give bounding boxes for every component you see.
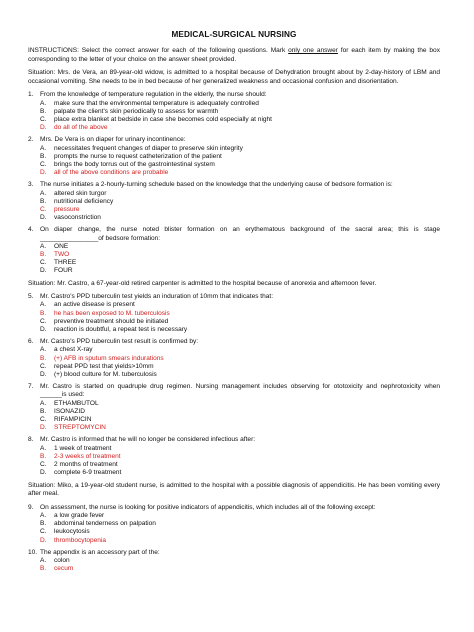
answer-choice-marked [40,453,440,461]
question-stem [28,136,440,144]
situation-paragraph: Situation: Miko, a 19-year-old student nurse, is admitted to the hospital with a possible diagnosis of appendicitis. He has been vomiting every after meal. [28,481,440,498]
choice-letter: D. [40,267,47,275]
instructions-prefix: INSTRUCTIONS: Select the correct answer for each of the following questions. Mark [28,47,289,54]
choice-text: (+) blood culture for M. tuberculosis [54,371,157,379]
question-text: The nurse initiates a 2-hourly-turning schedule based on the knowledge that the underlying cause of bedsore formation is: [40,181,393,189]
choice-letter: A. [40,144,47,152]
question-stem [28,293,440,301]
answer-choice-marked [40,251,440,259]
answer-choice-marked [40,537,440,545]
choice-text: STREPTOMYCIN [54,424,106,432]
choice-text: ETHAMBUTOL [54,399,99,407]
question-item [28,338,440,379]
question-text: On assessment, the nurse is looking for positive indicators of appendicitis, which includes all of the following except: [40,503,376,511]
choice-letter: D. [40,169,47,177]
choice-text: THREE [54,259,77,267]
choice-text: prompts the nurse to request catheterization of the patient [54,152,222,160]
question-item [28,181,440,222]
choice-letter: C. [40,115,47,123]
question-text: Mrs. De Vera is on diaper for urinary incontinence: [40,136,186,144]
question-item [28,136,440,177]
answer-choice [40,400,440,408]
question-item [28,226,440,275]
question-stem [28,181,440,189]
answer-choice [40,301,440,309]
answer-choice [40,363,440,371]
answer-choice [40,408,440,416]
choice-text: thrombocytopenia [54,536,107,544]
choice-letter: A. [40,189,47,197]
answer-choice [40,469,440,477]
question-stem [28,338,440,346]
choice-list [40,190,440,223]
answer-choice-marked [40,310,440,318]
choice-letter: D. [40,424,47,432]
answer-choice [40,528,440,536]
question-number: 4. [28,226,34,234]
choice-letter: A. [40,511,47,519]
choice-letter: C. [40,206,47,214]
choice-list [40,512,440,545]
choice-letter: A. [40,444,47,452]
choice-text: palpate the client's skin periodically to assess for warmth [54,107,219,115]
choice-letter: B. [40,152,47,160]
choice-letter: B. [40,565,47,573]
choice-text: altered skin turgor [54,189,107,197]
answer-choice [40,326,440,334]
choice-text: colon [54,556,70,564]
question-text: On diaper change, the nurse noted blister formation on an erythematous background of the sacral area; this is stage ________________of bedsore formation: [40,226,440,242]
choice-letter: A. [40,346,47,354]
choice-text: place extra blanket at bedside in case she becomes cold especially at night [54,115,272,123]
answer-choice [40,267,440,275]
answer-choice-marked [40,355,440,363]
choice-letter: D. [40,214,47,222]
situation-paragraph: Situation: Mrs. de Vera, an 89-year-old widow, is admitted to a hospital because of Dehydration brought about by 2-day-history of LBM and occasional vomiting. She needs to be in bed because of her generalized weakness and occasional confusion and disorientation. [28,69,440,85]
question-stem [28,504,440,512]
question-item [28,383,440,432]
choice-letter: A. [40,99,47,107]
question-number: 10. [28,548,38,556]
question-stem [28,549,440,557]
answer-choice [40,461,440,469]
question-text: Mr. Castro's PPD tuberculin test result is confirmed by: [40,338,199,346]
choice-text: all of the above conditions are probable [54,169,169,177]
choice-text: ISONAZID [54,407,85,415]
choice-letter: C. [40,461,47,469]
answer-choice [40,371,440,379]
choice-list [40,100,440,133]
question-stem [28,436,440,444]
choice-letter: D. [40,536,47,544]
choice-letter: A. [40,399,47,407]
choice-text: 2 months of treatment [54,461,118,469]
answer-choice [40,520,440,528]
choice-text: 1 week of treatment [54,444,112,452]
answer-choice-marked [40,124,440,132]
choice-text: (+) AFB in sputum smears indurations [54,354,164,362]
choice-text: repeat PPD test that yields>10mm [54,362,154,370]
answer-choice-marked [40,169,440,177]
instructions [28,47,440,64]
question-text: Mr. Castro's PPD tuberculin test yields an induration of 10mm that indicates that: [40,293,274,301]
question-item [28,91,440,132]
question-number: 5. [28,293,34,301]
choice-text: FOUR [54,267,73,275]
answer-choice [40,445,440,453]
answer-choice [40,153,440,161]
instructions-suffix: for each item by making the box corresponding to the letter of your choice on the answer sheet provided. [28,47,440,63]
choice-text: 2-3 weeks of treatment [54,452,121,460]
choice-letter: C. [40,416,47,424]
choice-letter: B. [40,520,47,528]
choice-text: brings the body torrus out of the gastrointestinal system [54,161,215,168]
question-item [28,504,440,545]
choice-list [40,400,440,433]
choice-text: leukocytosis [54,528,90,536]
question-item [28,549,440,574]
choice-text: nutritional deficiency [54,197,114,205]
answer-choice [40,318,440,326]
answer-choice-marked [40,206,440,214]
question-stem [28,226,440,242]
choice-letter: B. [40,251,47,259]
answer-choice-marked [40,424,440,432]
answer-choice [40,145,440,153]
question-number: 3. [28,181,34,189]
question-number: 7. [28,383,34,391]
choice-text: RIFAMPICIN [54,416,92,424]
choice-letter: C. [40,362,47,370]
answer-choice [40,100,440,108]
choice-letter: D. [40,469,47,477]
choice-letter: D. [40,326,47,334]
question-number: 8. [28,436,34,444]
choice-letter: C. [40,161,47,168]
choice-text: complete 6-9 treatment [54,469,122,477]
choice-text: a chest X-ray [54,346,93,354]
answer-choice [40,557,440,565]
choice-list [40,557,440,573]
choice-letter: B. [40,197,47,205]
choice-text: make sure that the environmental temperature is adequately controlled [54,99,259,107]
question-text: Mr. Castro is informed that he will no longer be considered infectious after: [40,436,256,444]
answer-choice [40,214,440,222]
choice-list [40,145,440,178]
answer-choice [40,108,440,116]
choice-letter: D. [40,124,47,132]
answer-choice [40,512,440,520]
choice-text: a low grade fever [54,511,105,519]
choice-text: pressure [54,206,80,214]
choice-letter: C. [40,317,47,325]
choice-list [40,301,440,334]
question-stem [28,91,440,99]
question-text: From the knowledge of temperature regulation in the elderly, the nurse should: [40,91,267,99]
document-title: MEDICAL-SURGICAL NURSING [171,30,297,39]
choice-text: necessitates frequent changes of diaper to preserve skin integrity [54,144,243,152]
choice-text: reaction is doubtful, a repeat test is necessary [54,326,188,334]
answer-choice [40,116,440,124]
choice-text: abdominal tenderness on palpation [54,520,156,528]
choice-text: he has been exposed to M. tuberculosis [54,309,170,317]
question-item [28,436,440,477]
choice-letter: C. [40,259,47,267]
answer-choice [40,243,440,251]
choice-text: do all of the above [54,124,108,132]
choice-letter: A. [40,242,47,250]
answer-choice [40,346,440,354]
choice-text: preventive treatment should be initiated [54,317,169,325]
choice-letter: B. [40,309,47,317]
choice-text: vasoconstriction [54,214,101,222]
question-stem [28,383,440,399]
choice-list [40,346,440,379]
question-text: Mr. Castro is started on quadruple drug regimen. Nursing management includes observing for ototoxicity and nephrotoxicity when ______is used: [40,383,440,399]
question-list [28,69,440,573]
question-number: 2. [28,136,34,144]
answer-choice [40,198,440,206]
answer-choice [40,190,440,198]
choice-letter: A. [40,556,47,564]
answer-choice [40,259,440,267]
question-item [28,293,440,334]
choice-letter: B. [40,452,47,460]
choice-text: an active disease is present [54,301,135,309]
choice-list [40,243,440,276]
question-number: 6. [28,338,34,346]
question-text: The appendix is an accessory part of the: [40,548,160,556]
choice-letter: A. [40,301,47,309]
question-number: 1. [28,91,34,99]
choice-text: TWO [54,251,70,259]
situation-paragraph: Situation: Mr. Castro, a 67-year-old retired carpenter is admitted to the hospital because of anorexia and afternoon fever. [28,279,377,287]
answer-choice [40,416,440,424]
answer-choice [40,161,440,169]
choice-letter: B. [40,354,47,362]
choice-letter: D. [40,371,47,379]
question-number: 9. [28,503,34,511]
choice-text: cecum [54,565,74,573]
choice-text: ONE [54,242,69,250]
choice-letter: B. [40,107,47,115]
answer-choice-marked [40,565,440,573]
choice-list [40,445,440,478]
instructions-emphasis: only one answer [288,47,338,54]
choice-letter: C. [40,528,47,536]
choice-letter: B. [40,407,47,415]
